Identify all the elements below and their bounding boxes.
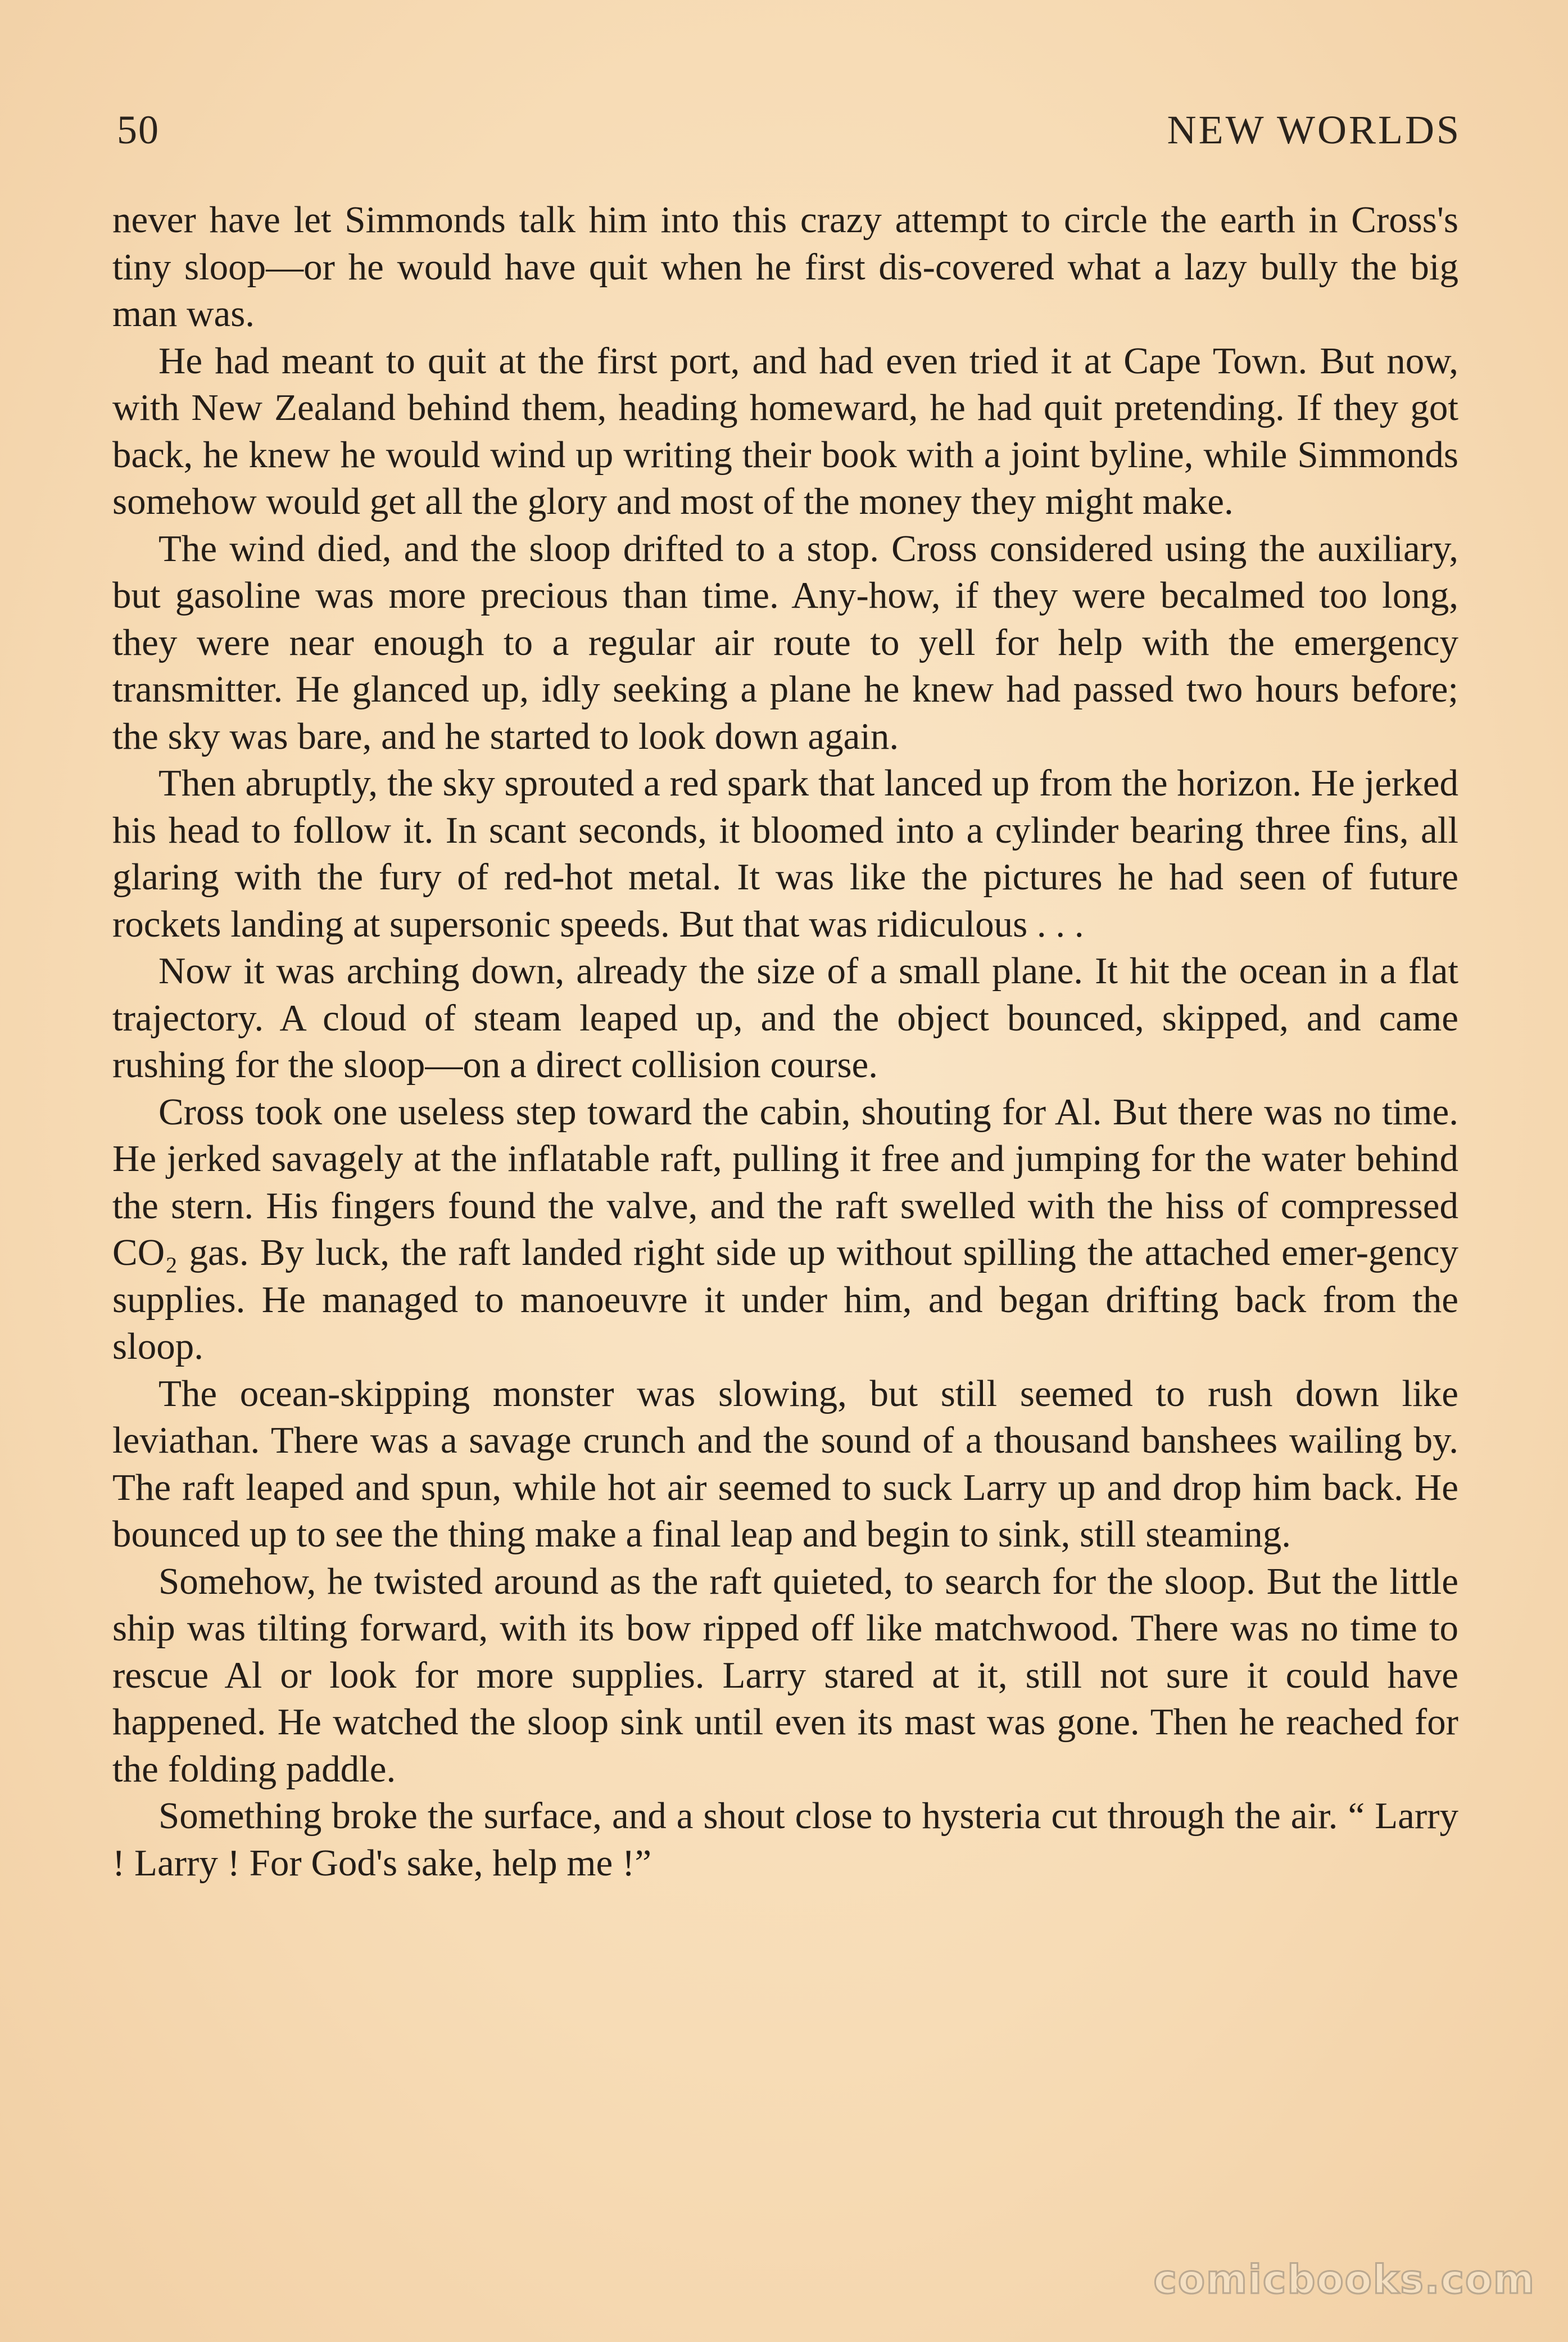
paragraph: Now it was arching down, already the size of a small plane. It hit the ocean in a flat trajectory. A cloud of steam leaped up, and the object bounced, skipped, and came rushing for the sloop—on a direct collision course. xyxy=(112,950,1458,1086)
running-head xyxy=(117,107,1461,169)
running-title: NEW WORLDS xyxy=(1167,107,1461,152)
paragraph: Something broke the surface, and a shout close to hysteria cut through the air. “ Larry ! Larry ! For God's sake, help me !” xyxy=(112,1795,1458,1884)
site-watermark: comicbooks.com xyxy=(1153,2257,1535,2303)
paragraph: The ocean-skipping monster was slowing, but still seemed to rush down like leviathan. There was a savage crunch and the sound of a thousand banshees wailing by. The raft leaped and spun, while hot air seemed to suck Larry up and drop him back. He bounced up to see the thing make a final leap and begin to sink, still steaming. xyxy=(112,1372,1458,1555)
paragraph: Then abruptly, the sky sprouted a red spark that lanced up from the horizon. He jerked his head to follow it. In scant seconds, it bloomed into a cylinder bearing three fins, all glaring with the fury of red-hot metal. It was like the pictures he had seen of future rockets landing at supersonic speeds. But that was ridiculous . . . xyxy=(112,762,1458,945)
story-text xyxy=(112,197,1458,1887)
paragraph: He had meant to quit at the first port, and had even tried it at Cape Town. But now, with New Zealand behind them, heading homeward, he had quit pretending. If they got back, he knew he would wind up writing their book with a joint byline, while Simmonds somehow would get all the glory and most of the money they might make. xyxy=(112,340,1458,522)
paragraph: Cross took one useless step toward the cabin, shouting for Al. But there was no time. He jerked savagely at the inflatable raft, pulling it free and jumping for the water behind the stern. His fingers found the valve, and the raft swelled with the hiss of compressed CO₂ gas. By luck, the raft landed right side up without spilling the attached emer-gency supplies. He managed to manoeuvre it under him, and began drifting back from the sloop. xyxy=(112,1091,1458,1367)
page-number: 50 xyxy=(117,107,160,152)
paragraph: Somehow, he twisted around as the raft quieted, to search for the sloop. But the little ship was tilting forward, with its bow ripped off like matchwood. There was no time to rescue Al or look for more supplies. Larry stared at it, still not sure it could have happened. He watched the sloop sink until even its mast was gone. Then he reached for the folding paddle. xyxy=(112,1560,1458,1790)
paragraph: The wind died, and the sloop drifted to a stop. Cross considered using the auxiliary, but gasoline was more precious than time. Any-how, if they were becalmed too long, they were near enough to a regular air route to yell for help with the emergency transmitter. He glanced up, idly seeking a plane he knew had passed two hours before; the sky was bare, and he started to look down again. xyxy=(112,527,1458,757)
paragraph: never have let Simmonds talk him into this crazy attempt to circle the earth in Cross's tiny sloop—or he would have quit when he first dis-covered what a lazy bully the big man was. xyxy=(112,199,1458,334)
